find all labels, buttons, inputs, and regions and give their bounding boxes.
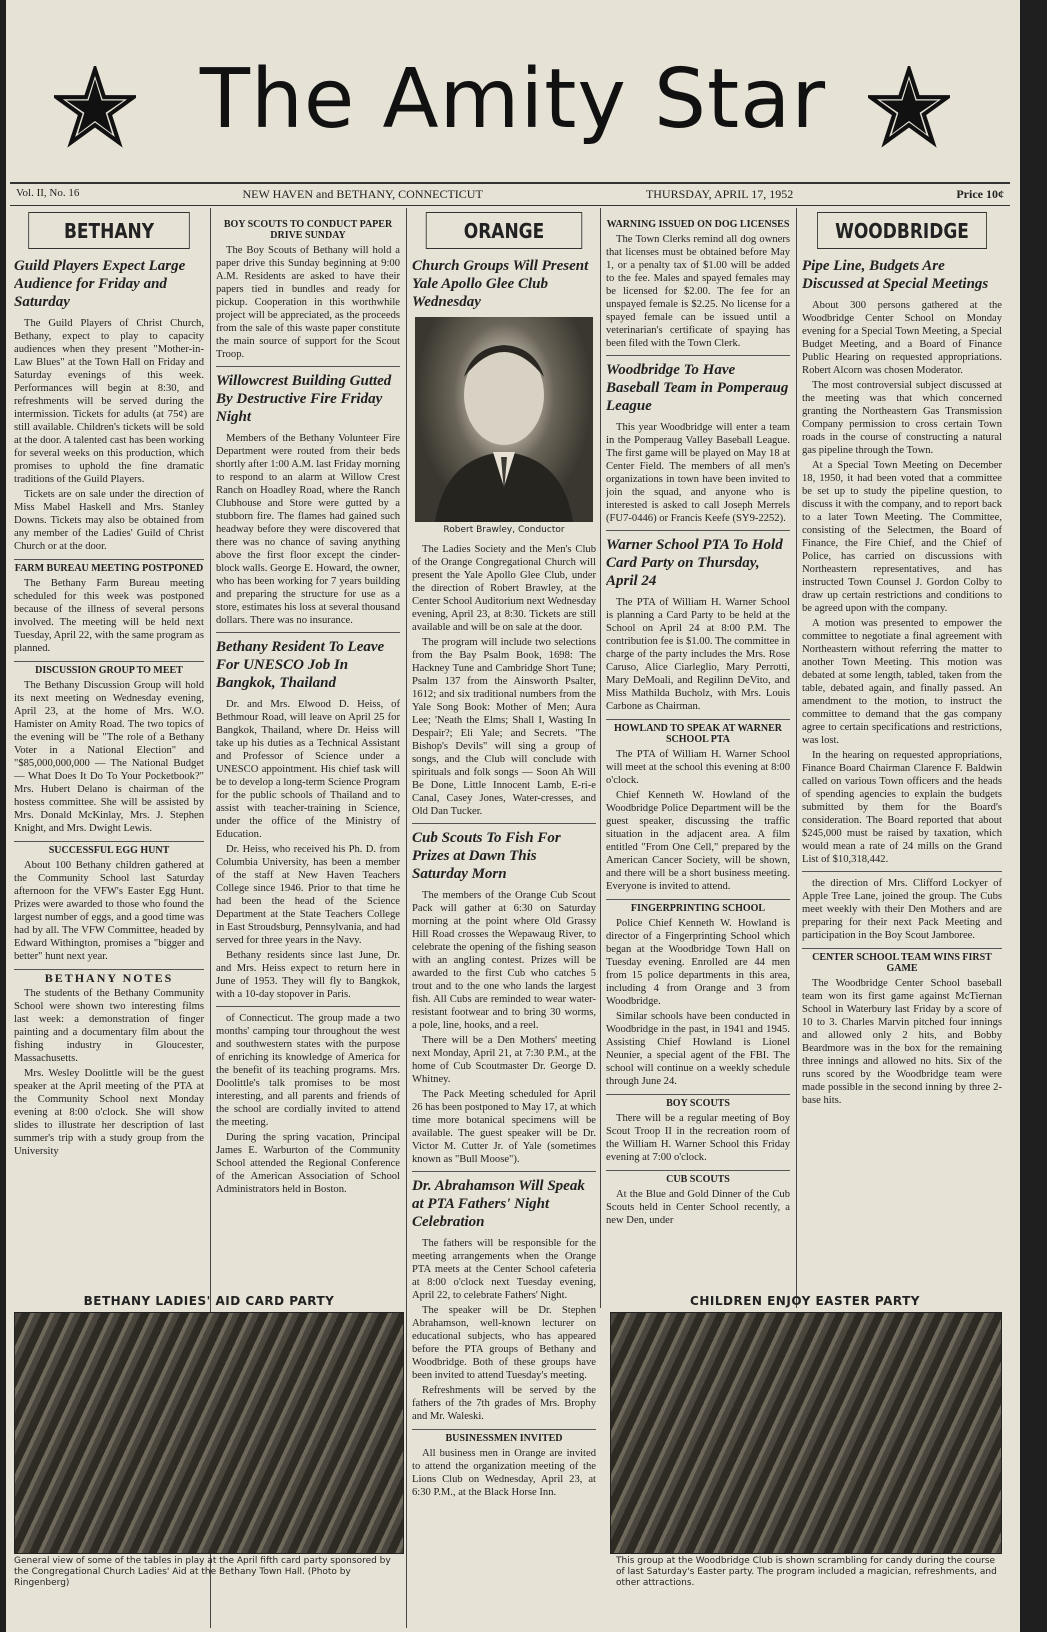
article-text: Chief Kenneth W. Howland of the Woodbridge Police Department will be the guest speaker, discussing the traffic situation in the adjacent area. A film entitled "From One Cell," prepared by the American Cancer Society, will be shown, and there will be a short business meeting. Everyone is invited to attend. (606, 790, 790, 892)
article-text: There will be a Den Mothers' meeting next Monday, April 21, at 7:30 P.M., at the home of Cub Scoutmaster Dr. George D. Whitney. (412, 1035, 596, 1085)
photo-caption: Robert Brawley, Conductor (443, 525, 565, 535)
article-text: At the Blue and Gold Dinner of the Cub Scouts held in Center School recently, a new Den, under (606, 1189, 790, 1226)
masthead (6, 52, 1020, 147)
subheadline: WARNING ISSUED ON DOG LICENSES (606, 219, 790, 230)
photo-title: CHILDREN ENJOY EASTER PARTY (690, 1294, 920, 1308)
article-text: The PTA of William H. Warner School will meet at the school this evening at 8:00 o'clock. (606, 749, 790, 786)
column-divider (600, 208, 601, 1308)
article-text: At a Special Town Meeting on December 18, 1950, it had been voted that a committee be set up to study the pipeline question, to discuss it with the company, and to report back to a later Town Meeting. The Committee, consisting of the Selectmen, the Board of Finance, the Fire Chief, and the Chief of Police, has carried on discussions with Northeastern representatives, and has instructed Town Counsel J. Gordon Colby to draw up certain restrictions and conditions to be agreed upon with the company. (802, 460, 1002, 614)
headline: Dr. Abrahamson Will Speak at PTA Fathers' Night Celebration (412, 1178, 585, 1230)
article-text: Members of the Bethany Volunteer Fire Department were routed from their beds shortly after 1:00 A.M. last Friday morning to respond to an alarm at Willow Crest Ranch on Hoadley Road, where the Ranch Clubhouse and Store were gutted by a stubborn fire. The flames had gained such headway before they were discovered that there was no chance of saving anything above the first floor except the cinder-block walls. George E. Howard, the owner, who has been working for 7 years building and preparing the structure for use as a store, estimates his loss at several thousand dollars. There was no insurance. (216, 433, 400, 626)
article-text: In the hearing on requested appropriations, Finance Board Chairman Clarence F. Baldwin called on various Town officers and the heads of spending agencies to explain the budgets submitted by them for the Board's consideration. The Board reported that about $245,000 must be raised by taxation, which would mean a rate of 24 mills on the Grand List of $10,318,442. (802, 750, 1002, 865)
article-text: The members of the Orange Cub Scout Pack will gather at 6:30 on Saturday morning at the point where Old Grassy Hill Road crosses the Wepawaug River, to celebrate the opening of the fishing season with an angling contest. Prizes will be awarded to the first Cub who catches 5 trout and to the one who lands the largest fish. All Cubs are reminded to wear water-resistant footwear and to bring 30 worms, a pole, line, hooks, and a reel. (412, 890, 596, 1031)
headline: Guild Players Expect Large Audience for Friday and Saturday (14, 258, 186, 310)
issue-date: THURSDAY, APRIL 17, 1952 (645, 187, 794, 201)
article-text: Mrs. Wesley Doolittle will be the guest speaker at the April meeting of the PTA at the Community School next Monday evening at 8:00 o'clock. She will show slides to illustrate her description of last summer's trip with a study group from the University (14, 1068, 204, 1157)
photo-caption: General view of some of the tables in play at the April fifth card party sponsored by the Congregational Church Ladies' Aid at the Bethany Town Hall. (Photo by Ringenberg) (14, 1556, 391, 1588)
photo-title: BETHANY LADIES' AID CARD PARTY (83, 1294, 335, 1308)
volume-number: Vol. II, No. 16 (16, 187, 80, 199)
article-text: the direction of Mrs. Clifford Lockyer of Apple Tree Lane, joined the group. The Cubs meet weekly with their Den Mothers and are preparing for their next Pack Meeting and participation in the Boy Scout Jamboree. (802, 878, 1002, 941)
article-text: Police Chief Kenneth W. Howland is director of a Fingerprinting School which began at the Woodbridge Town Hall on Tuesday evening. Enrolled are 44 men from 15 police departments in this area, including 4 from Orange and 3 from Woodbridge. (606, 918, 790, 1007)
article-text: All business men in Orange are invited to attend the organization meeting of the Lions Club on Wednesday, April 23, at 6:30 P.M., at the Black Horse Inn. (412, 1448, 596, 1498)
subheadline: SUCCESSFUL EGG HUNT (14, 841, 204, 856)
article-text: The program will include two selections from the Bay Psalm Book, 1698: The Hackney Tune and Cambridge Short Tune; Psalm 137 from the Ainsworth Psalter, 1612; and six traditional numbers from the Yale Song Book: Mother of Men; Aura Lee; 'Neath the Elms; Shall I, Wasting In Despair?; Eli Yale; and Secrets. "The Bishop's Devils" will sing a group of songs, and the Club will conclude with spirituals and folk songs — Soon Ah Will Be Done, Little Innocent Lamb, E-ri-e Canal, Casey Jones, Water-cresses, and Old Dan Tucker. (412, 637, 596, 817)
article-text: Bethany residents since last June, Dr. and Mrs. Heiss expect to return here in June of 1953. They will fly to Bangkok, with a 10-day stopover in Paris. (216, 950, 400, 1000)
subheadline: FINGERPRINTING SCHOOL (606, 899, 790, 914)
headline: Willowcrest Building Gutted By Destructive Fire Friday Night (216, 373, 392, 425)
headline: Woodbridge To Have Baseball Team in Pomperaug League (606, 362, 789, 414)
column-divider (796, 208, 797, 1308)
photo-caption: This group at the Woodbridge Club is shown scrambling for candy during the course of last Saturday's Easter party. The program included a magician, refreshments, and other attractions. (616, 1556, 997, 1588)
subheadline: BUSINESSMEN INVITED (412, 1429, 596, 1444)
headline: Pipe Line, Budgets Are Discussed at Special Meetings (802, 258, 989, 292)
headline: Bethany Resident To Leave For UNESCO Job In Bangkok, Thailand (216, 639, 385, 691)
column-woodbridge-1 (606, 210, 790, 1290)
newspaper-title: The Amity Star (199, 52, 827, 147)
article-text: Tickets are on sale under the direction of Miss Mabel Haskell and Mrs. Stanley Downs. Tickets may also be obtained from any member of the Ladies' Guild of Christ Church or at the door. (14, 489, 204, 552)
article-text: The most controversial subject discussed at the meeting was that which concerned granting the Northeastern Gas Transmission Company permission to cross certain Town roads in the course of constructing a natural gas pipeline through the Town. (802, 380, 1002, 456)
subheadline: BETHANY NOTES (14, 969, 204, 984)
column-bethany (14, 210, 204, 1310)
section-banner: ORANGE (426, 212, 582, 249)
section-banner: WOODBRIDGE (817, 212, 987, 249)
subheadline: HOWLAND TO SPEAK AT WARNER SCHOOL PTA (606, 719, 790, 745)
article-text: The Woodbridge Center School baseball team won its first game against McTiernan School in Waterbury last Friday by a score of 10 to 3. Charles Marvin pitched four innings and allowed only 2 hits, and Bobby Beardmore was in the box for the remaining three innings and allowed no hits. Six of the runs scored by the Woodbridge team were made possible in the second inning by three 2-base hits. (802, 978, 1002, 1106)
article-text: The speaker will be Dr. Stephen Abrahamson, well-known lecturer on educational subjects, who has appeared before the PTA groups of Bethany and Woodbridge. Both of these groups have been invited to attend Tuesday's meeting. (412, 1305, 596, 1381)
subheadline: FARM BUREAU MEETING POSTPONED (14, 559, 204, 574)
article-text: About 100 Bethany children gathered at the Community School last Saturday afternoon for the VFW's Easter Egg Hunt. Prizes were awarded to those who found the largest number of eggs, and a good time was had by all. The VFW Committee, headed by Edward Withington, promises a "bigger and better" hunt next year. (14, 860, 204, 962)
article-text: During the spring vacation, Principal James E. Warburton of the Community School attended the Regional Conference of the American Association of School Administrators held in Boston. (216, 1132, 400, 1195)
article-text: The students of the Bethany Community School were shown two interesting films last week: a demonstration of finger painting and a documentary film about the fishing industry in Gloucester, Massachusetts. (14, 988, 204, 1064)
easter-party-photo (610, 1312, 1002, 1554)
headline: Church Groups Will Present Yale Apollo Glee Club Wednesday (412, 258, 589, 310)
article-text: About 300 persons gathered at the Woodbridge Center School on Monday evening for a Special Town Meeting, a Special Budget Meeting, and a Board of Finance Public Hearing on requested appropriations. Robert Alcorn was chosen Moderator. (802, 300, 1002, 376)
article-text: The Bethany Farm Bureau meeting scheduled for this week was postponed because of the illness of several persons involved. The meeting will be held next Tuesday, April 22, with the same program as planned. (14, 578, 204, 654)
subheadline: DISCUSSION GROUP TO MEET (14, 661, 204, 676)
article-text: of Connecticut. The group made a two months' camping tour throughout the west and southwestern states with the purpose of enriching its knowledge of America for the benefit of its teaching programs. Mrs. Doolittle's talk promises to be most interesting, and all parents and friends of the school are cordially invited to attend the meeting. (216, 1013, 400, 1128)
subheadline: BOY SCOUTS (606, 1094, 790, 1109)
article-text: This year Woodbridge will enter a team in the Pomperaug Valley Baseball League. The first game will be played on May 18 at Center Field. The members of all men's organizations in town have been invited to join the squad, and anyone who is interested is asked to call Joseph Merrels (FU7-0446) or Francis Keefe (SY9-2252). (606, 422, 790, 524)
article-text: Refreshments will be served by the fathers of the 7th grades of Mrs. Brophy and Mr. Waleski. (412, 1385, 596, 1422)
subheadline: CUB SCOUTS (606, 1170, 790, 1185)
headline: Warner School PTA To Hold Card Party on Thursday, April 24 (606, 537, 783, 589)
article-text: The Pack Meeting scheduled for April 26 has been postponed to May 17, at which time more botanical specimens will be available. The guest speaker will be Dr. Victor M. Cutter Jr. of Yale (sometimes known as "Bull Moose"). (412, 1089, 596, 1165)
price: Price 10¢ (956, 187, 1004, 201)
article-text: Dr. and Mrs. Elwood D. Heiss, of Bethmour Road, will leave on April 25 for Bangkok, Thailand, where Dr. Heiss will take up his duties as a Technical Assistant and Professor of Science under a UNESCO appointment. His chief task will be to develop a long-term Science Program for the public schools of Thailand and to assist with teacher-training in Science, under the office of the Ministry of Education. (216, 699, 400, 840)
headline: Cub Scouts To Fish For Prizes at Dawn This Saturday Morn (412, 830, 561, 882)
subheadline: CENTER SCHOOL TEAM WINS FIRST GAME (802, 948, 1002, 974)
article-text: Dr. Heiss, who received his Ph. D. from Columbia University, has been a member of the staff at New Haven Teachers College since 1946. Prior to that time he had been the head of the Science Department at the State Teachers College in East Stroudsburg, Pennsylvania, and had served for three years in the Navy. (216, 844, 400, 946)
article-text: There will be a regular meeting of Boy Scout Troop II in the recreation room of the William H. Warner School this Friday evening at 7:00 o'clock. (606, 1113, 790, 1163)
column-bethany-2 (216, 210, 400, 1280)
card-party-photo (14, 1312, 404, 1554)
article-text: The Guild Players of Christ Church, Bethany, expect to play to capacity audiences when they present "Mother-in-Law Blues" at the Town Hall on Friday and Saturday evenings of this week. Performances will begin at 8:30, and refreshments will be served during the intermission. Tickets for adults (at 75¢) are still available. Children's tickets will be sold at the door. A talented cast has been working for several weeks on this production, which promises to uphold the fine dramatic traditions of the Guild Players. (14, 318, 204, 485)
column-woodbridge-2 (802, 210, 1002, 1290)
article-text: The fathers will be responsible for the meeting arrangements when the Orange PTA meets at the Center School cafeteria at 8:00 o'clock next Tuesday evening, April 22, to celebrate Fathers' Night. (412, 1238, 596, 1301)
article-text: The Ladies Society and the Men's Club of the Orange Congregational Church will present the Yale Apollo Glee Club, under the direction of Robert Brawley, at the Center School Auditorium next Wednesday evening, April 23, at 8:30. Tickets are still available and will be on sale at the door. (412, 544, 596, 633)
article-text: The Bethany Discussion Group will hold its next meeting on Wednesday evening, April 23, at the home of Mrs. W.O. Hamister on Amity Road. The two topics of the evening will be "The role of a Bethany Voter in a National Election" and "$85,000,000,000 — The National Budget — What Does It Do To Your Pocketbook?" Mrs. Hubert Delano is chairman of the hostess committee. She will be assisted by Mrs. Donald McKinlay, Mrs. J. Stephen Knight, and Mrs. Dwight Lewis. (14, 680, 204, 834)
column-orange (412, 210, 596, 1610)
location: NEW HAVEN and BETHANY, CONNECTICUT (242, 187, 483, 201)
subheadline: BOY SCOUTS TO CONDUCT PAPER DRIVE SUNDAY (223, 219, 393, 241)
dateline (10, 182, 1010, 206)
article-text: The Boy Scouts of Bethany will hold a paper drive this Sunday beginning at 9:00 A.M. Residents are asked to have their papers tied in bundles and ready for pickup. Cooperation in this worthwhile project will be appreciated, as the proceeds from the sale of this waste paper constitute the main source of support for the Scout Troop. (216, 245, 400, 360)
article-text: The PTA of William H. Warner School is planning a Card Party to be held at the School on April 24 at 8:00 P.M. The contribution fee is $1.00. The committee in charge of the party includes the Mrs. Rose Caruso, Alice Ciarleglio, Mary Perrotti, Mary DeMoali, and Regilinn DeVito, and Miss Mathilda Bucholz, with Mrs. Louis Carbone as Chairman. (606, 597, 790, 712)
article-text: A motion was presented to empower the committee to negotiate a final agreement with Northeastern without referring the matter to another Town Meeting. This motion was debated at some length, tabled, taken from the table, debated again, and finally passed. An amendment to the motion, to instruct the committee to demand that the gas company agree to certain specifications and restrictions, was lost. (802, 618, 1002, 746)
portrait-icon (415, 317, 593, 522)
article-text: Similar schools have been conducted in Woodbridge in the past, in 1941 and 1945. Assisting Chief Howland is Lionel Neunier, a special agent of the FBI. The school will continue on a weekly schedule through June 24. (606, 1011, 790, 1087)
column-divider (406, 208, 407, 1628)
conductor-portrait-photo (415, 317, 593, 522)
section-banner: BETHANY (28, 212, 190, 249)
newspaper-page (6, 0, 1020, 1632)
article-text: The Town Clerks remind all dog owners that licenses must be obtained before May 1, or a penalty tax of $1.00 will be added to the fee. Males and spayed females may be licensed for $2.00. The fee for an unspayed female is $2.25. No license for a spayed female can be issued until a veterinarian's certificate of spaying has been filed with the Town Clerk. (606, 234, 790, 349)
